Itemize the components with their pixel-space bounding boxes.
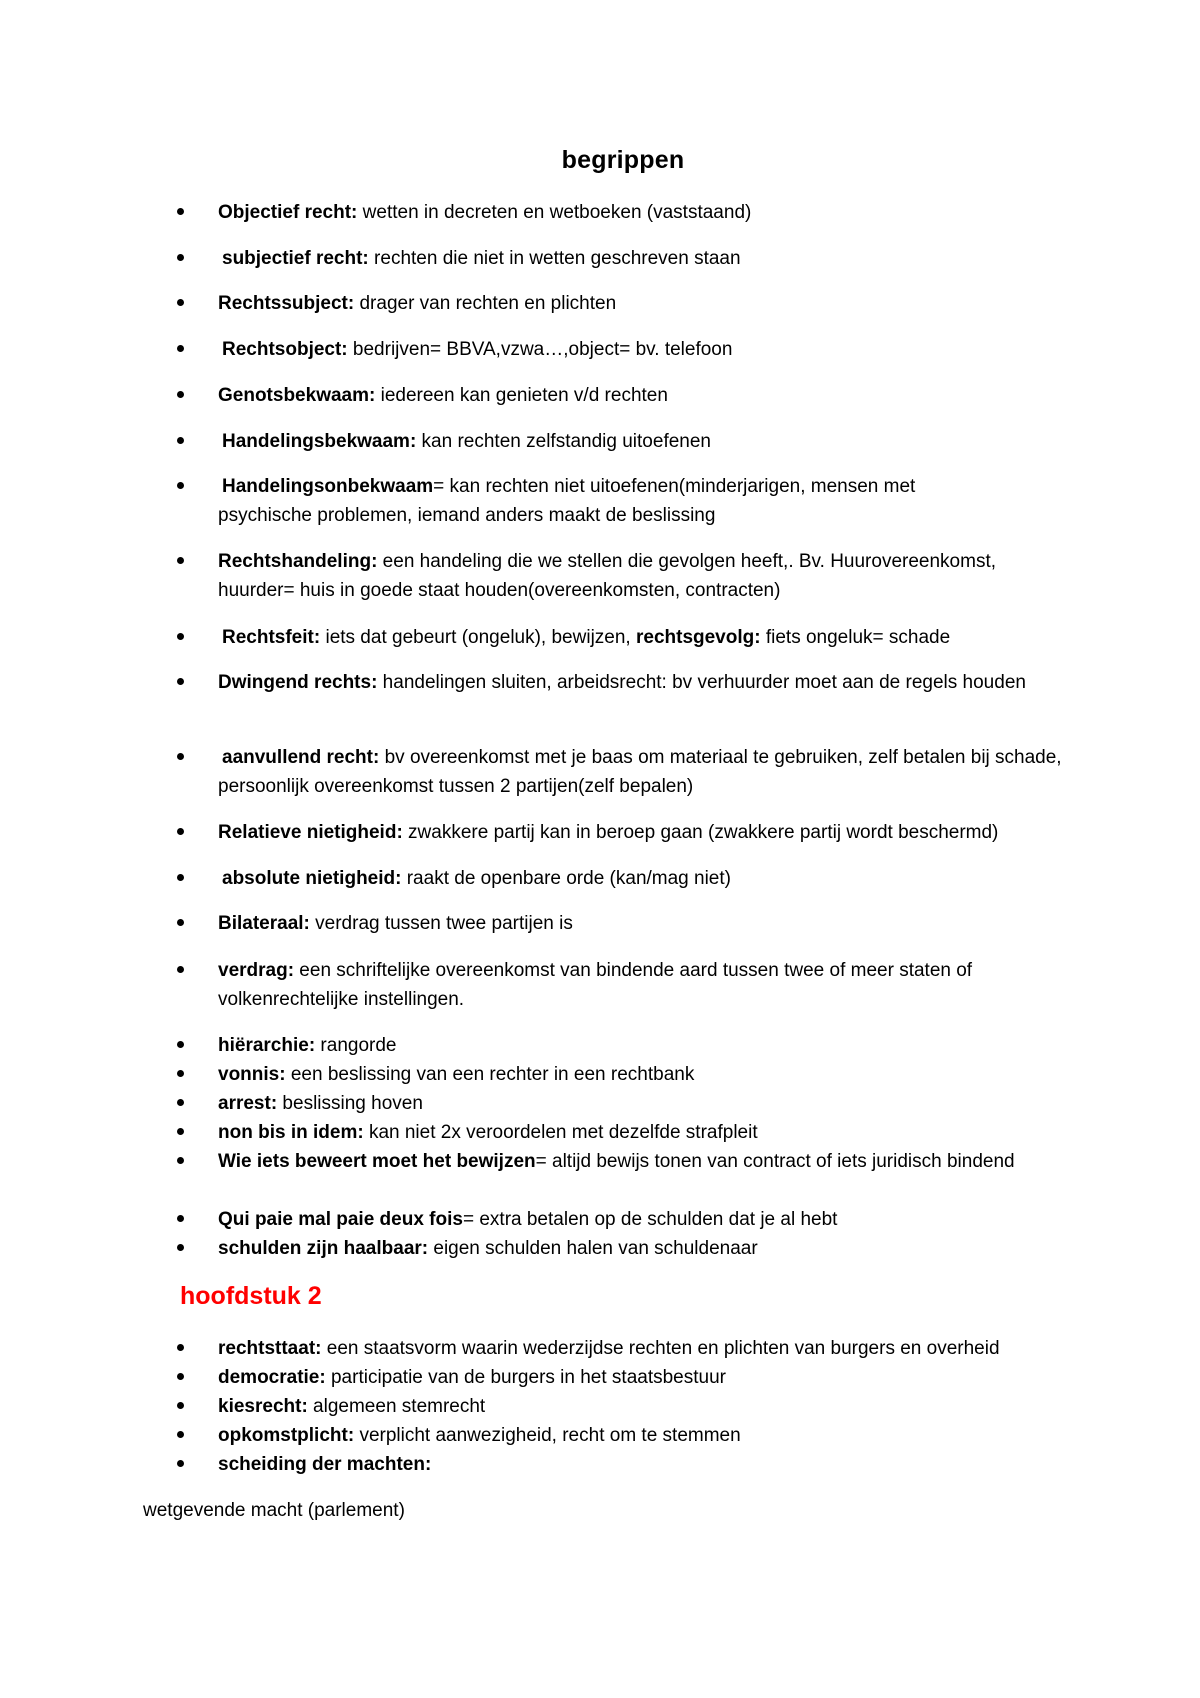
bullet-icon: [177, 1402, 184, 1409]
term-label: vonnis:: [218, 1064, 286, 1085]
list-item: [188, 335, 1068, 364]
term-description: = altijd bewijs tonen van contract of iets juridisch bindend: [535, 1151, 1015, 1172]
list-item: [188, 1118, 1068, 1147]
closing-line: wetgevende macht (parlement): [143, 1500, 405, 1521]
list-item: [188, 1147, 1048, 1176]
term-label: Handelingsonbekwaam: [222, 476, 434, 497]
bullet-icon: [177, 1215, 184, 1222]
bullet-icon: [177, 1373, 184, 1380]
term-label: Rechtsobject:: [222, 339, 348, 360]
term-description: bv overeenkomst met je baas om materiaal te gebruiken, zelf betalen bij schade, persoonlijk overeenkomst tussen 2 partijen(zelf bepalen): [218, 747, 1062, 797]
term-description: rechten die niet in wetten geschreven staan: [368, 248, 741, 269]
bullet-icon: [177, 1041, 184, 1048]
term-label: schulden zijn haalbaar:: [218, 1238, 429, 1259]
list-item: [188, 1450, 1068, 1479]
list-item: [188, 472, 958, 530]
term-label: Qui paie mal paie deux fois: [218, 1209, 463, 1230]
term-label: absolute nietigheid:: [222, 868, 402, 889]
term-description: verplicht aanwezigheid, recht om te stemmen: [354, 1425, 741, 1446]
term-label-secondary: rechtsgevolg:: [635, 627, 761, 648]
bullet-icon: [177, 1157, 184, 1164]
term-description: bedrijven= BBVA,vzwa…,object= bv. telefoon: [347, 339, 733, 360]
term-description: kan niet 2x veroordelen met dezelfde strafpleit: [363, 1122, 758, 1143]
bullet-icon: [177, 345, 184, 352]
term-label: non bis in idem:: [218, 1122, 364, 1143]
list-item: [188, 427, 1068, 456]
term-label: opkomstplicht:: [218, 1425, 355, 1446]
list-item: [188, 244, 1068, 273]
term-label: Bilateraal:: [218, 913, 310, 934]
list-item: [188, 743, 1068, 801]
bullet-icon: [177, 1070, 184, 1077]
term-description: zwakkere partij kan in beroep gaan (zwakkere partij wordt beschermd): [402, 822, 999, 843]
list-item: [188, 289, 1068, 318]
term-label: Rechtssubject:: [218, 293, 355, 314]
list-item: [188, 1234, 1068, 1263]
bullet-icon: [177, 437, 184, 444]
bullet-icon: [177, 254, 184, 261]
list-item: [188, 1334, 1108, 1363]
term-description: eigen schulden halen van schuldenaar: [428, 1238, 758, 1259]
term-label: Relatieve nietigheid:: [218, 822, 403, 843]
bullet-icon: [177, 966, 184, 973]
term-description: rangorde: [315, 1035, 397, 1056]
term-description: iedereen kan genieten v/d rechten: [375, 385, 668, 406]
term-description: een beslissing van een rechter in een rechtbank: [285, 1064, 695, 1085]
term-label: rechtsttaat:: [218, 1338, 322, 1359]
list-item: [188, 198, 1068, 227]
list-item: [188, 1089, 1068, 1118]
list-item: [188, 547, 1068, 605]
bullet-icon: [177, 482, 184, 489]
bullet-icon: [177, 1344, 184, 1351]
term-label: Rechtshandeling:: [218, 551, 378, 572]
list-item: [188, 956, 1058, 1014]
bullet-icon: [177, 299, 184, 306]
bullet-icon: [177, 1431, 184, 1438]
page-title: begrippen: [561, 146, 685, 174]
bullet-icon: [177, 678, 184, 685]
term-description: = extra betalen op de schulden dat je al hebt: [462, 1209, 838, 1230]
term-description: wetten in decreten en wetboeken (vaststaand): [357, 202, 752, 223]
term-description: algemeen stemrecht: [307, 1396, 486, 1417]
term-description: = kan rechten niet uitoefenen(minderjarigen, mensen met psychische problemen, iemand anders maakt de beslissing: [218, 476, 916, 526]
term-description: een handeling die we stellen die gevolgen heeft,. Bv. Huurovereenkomst, huurder= huis in goede staat houden(overeenkomsten, contracten): [218, 551, 997, 601]
term-label: democratie:: [218, 1367, 326, 1388]
bullet-icon: [177, 557, 184, 564]
term-label: Genotsbekwaam:: [218, 385, 376, 406]
term-description-secondary: fiets ongeluk= schade: [760, 627, 951, 648]
term-description: kan rechten zelfstandig uitoefenen: [416, 431, 711, 452]
term-label: subjectief recht:: [222, 248, 369, 269]
list-item: [188, 818, 1088, 847]
bullet-icon: [177, 1460, 184, 1467]
list-item: [188, 1421, 1068, 1450]
term-label: kiesrecht:: [218, 1396, 308, 1417]
term-label: aanvullend recht:: [222, 747, 380, 768]
list-item: [188, 623, 1068, 652]
term-description: raakt de openbare orde (kan/mag niet): [401, 868, 731, 889]
bullet-icon: [177, 828, 184, 835]
list-item: [188, 1392, 1068, 1421]
list-item: [188, 1363, 1068, 1392]
bullet-icon: [177, 919, 184, 926]
list-item: [188, 1031, 1068, 1060]
term-description: een staatsvorm waarin wederzijdse rechten en plichten van burgers en overheid: [321, 1338, 1000, 1359]
term-description: drager van rechten en plichten: [354, 293, 617, 314]
term-label: hiërarchie:: [218, 1035, 316, 1056]
bullet-icon: [177, 1244, 184, 1251]
list-item: [188, 864, 1068, 893]
term-description: handelingen sluiten, arbeidsrecht: bv verhuurder moet aan de regels houden: [377, 672, 1026, 693]
section-heading: hoofdstuk 2: [180, 1282, 322, 1310]
term-description: verdrag tussen twee partijen is: [309, 913, 573, 934]
bullet-icon: [177, 874, 184, 881]
term-description: iets dat gebeurt (ongeluk), bewijzen,: [320, 627, 636, 648]
bullet-icon: [177, 208, 184, 215]
list-item: [188, 668, 1038, 697]
list-item: [188, 1060, 1068, 1089]
bullet-icon: [177, 391, 184, 398]
term-label: arrest:: [218, 1093, 278, 1114]
list-item: [188, 1205, 1068, 1234]
term-label: Dwingend rechts:: [218, 672, 378, 693]
term-label: verdrag:: [218, 960, 295, 981]
term-description: beslissing hoven: [277, 1093, 423, 1114]
term-label: scheiding der machten:: [218, 1454, 432, 1475]
bullet-icon: [177, 753, 184, 760]
bullet-icon: [177, 1128, 184, 1135]
list-item: [188, 909, 1068, 938]
list-item: [188, 381, 1068, 410]
term-label: Wie iets beweert moet het bewijzen: [218, 1151, 536, 1172]
term-label: Objectief recht:: [218, 202, 358, 223]
term-description: participatie van de burgers in het staatsbestuur: [325, 1367, 726, 1388]
term-label: Rechtsfeit:: [222, 627, 321, 648]
bullet-icon: [177, 633, 184, 640]
term-description: een schriftelijke overeenkomst van bindende aard tussen twee of meer staten of volkenrechtelijke instellingen.: [218, 960, 973, 1010]
term-label: Handelingsbekwaam:: [222, 431, 417, 452]
bullet-icon: [177, 1099, 184, 1106]
